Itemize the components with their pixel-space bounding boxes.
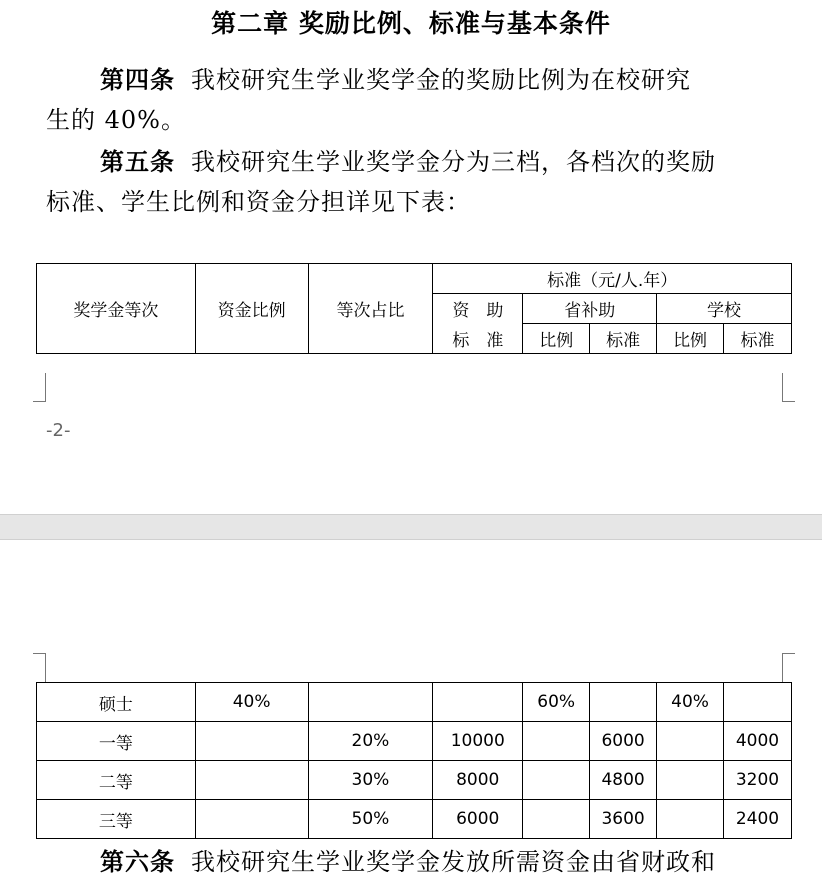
cell-prov-standard: 3600 — [590, 800, 657, 839]
article-label: 第六条 — [100, 847, 175, 876]
article-text: 我校研究生学业奖学金的奖励比例为在校研究 — [191, 66, 691, 94]
cell-fund-ratio — [195, 722, 308, 761]
cell-standard: 10000 — [433, 722, 523, 761]
page-corner-mark — [33, 373, 46, 402]
cell-school-ratio — [657, 722, 724, 761]
cell-fund-ratio — [195, 761, 308, 800]
cell-school-standard: 3200 — [723, 761, 791, 800]
cell-school-ratio — [657, 800, 724, 839]
scholarship-table-body — [36, 682, 792, 839]
table-row — [37, 761, 792, 800]
header-province: 省补助 — [523, 294, 657, 324]
cell-standard: 8000 — [433, 761, 523, 800]
header-level: 奖学金等次 — [37, 264, 196, 354]
article-4 — [46, 60, 776, 140]
header-funding-standard-top: 资 助 — [433, 294, 523, 324]
header-prov-standard: 标准 — [590, 324, 657, 354]
cell-share: 20% — [308, 722, 433, 761]
cell-school-ratio — [657, 761, 724, 800]
article-text: 我校研究生学业奖学金分为三档，各档次的奖励 — [191, 148, 716, 176]
article-label: 第四条 — [100, 65, 175, 94]
page-number: -2- — [46, 420, 71, 441]
page-corner-mark — [33, 653, 46, 682]
cell-share: 50% — [308, 800, 433, 839]
chapter-title: 第二章 奖励比例、标准与基本条件 — [211, 9, 611, 38]
header-prov-ratio: 比例 — [523, 324, 590, 354]
table-row — [37, 722, 792, 761]
cell-level: 一等 — [37, 722, 196, 761]
cell-fund-ratio — [195, 800, 308, 839]
article-text: 标准、学生比例和资金分担详见下表： — [46, 188, 471, 216]
header-fund-ratio: 资金比例 — [195, 264, 308, 354]
cell-prov-standard — [590, 683, 657, 722]
cell-school-standard: 2400 — [723, 800, 791, 839]
cell-prov-ratio — [523, 761, 590, 800]
header-share: 等次占比 — [308, 264, 433, 354]
article-text: 我校研究生学业奖学金发放所需资金由省财政和 — [191, 848, 716, 876]
table-row — [37, 683, 792, 722]
cell-prov-ratio: 60% — [523, 683, 590, 722]
cell-fund-ratio: 40% — [195, 683, 308, 722]
cell-standard: 6000 — [433, 800, 523, 839]
header-standard-group: 标准（元/人.年） — [433, 264, 792, 294]
cell-school-standard: 4000 — [723, 722, 791, 761]
article-label: 第五条 — [100, 147, 175, 176]
cell-prov-standard: 6000 — [590, 722, 657, 761]
article-5 — [46, 142, 776, 222]
cell-prov-ratio — [523, 800, 590, 839]
cell-school-ratio: 40% — [657, 683, 724, 722]
cell-school-standard — [723, 683, 791, 722]
cell-standard — [433, 683, 523, 722]
cell-level: 三等 — [37, 800, 196, 839]
cell-level: 硕士 — [37, 683, 196, 722]
header-funding-standard-bottom: 标 准 — [433, 324, 523, 354]
header-school: 学校 — [657, 294, 792, 324]
cell-share — [308, 683, 433, 722]
page-corner-mark — [782, 373, 795, 402]
article-6 — [46, 842, 776, 882]
header-school-standard: 标准 — [724, 324, 792, 354]
article-text: 生的 40%。 — [46, 106, 186, 134]
page-gap — [0, 514, 822, 540]
header-school-ratio: 比例 — [657, 324, 724, 354]
cell-level: 二等 — [37, 761, 196, 800]
scholarship-table-header — [36, 263, 792, 354]
cell-prov-standard: 4800 — [590, 761, 657, 800]
table-row — [37, 800, 792, 839]
cell-share: 30% — [308, 761, 433, 800]
page-corner-mark — [782, 653, 795, 682]
cell-prov-ratio — [523, 722, 590, 761]
